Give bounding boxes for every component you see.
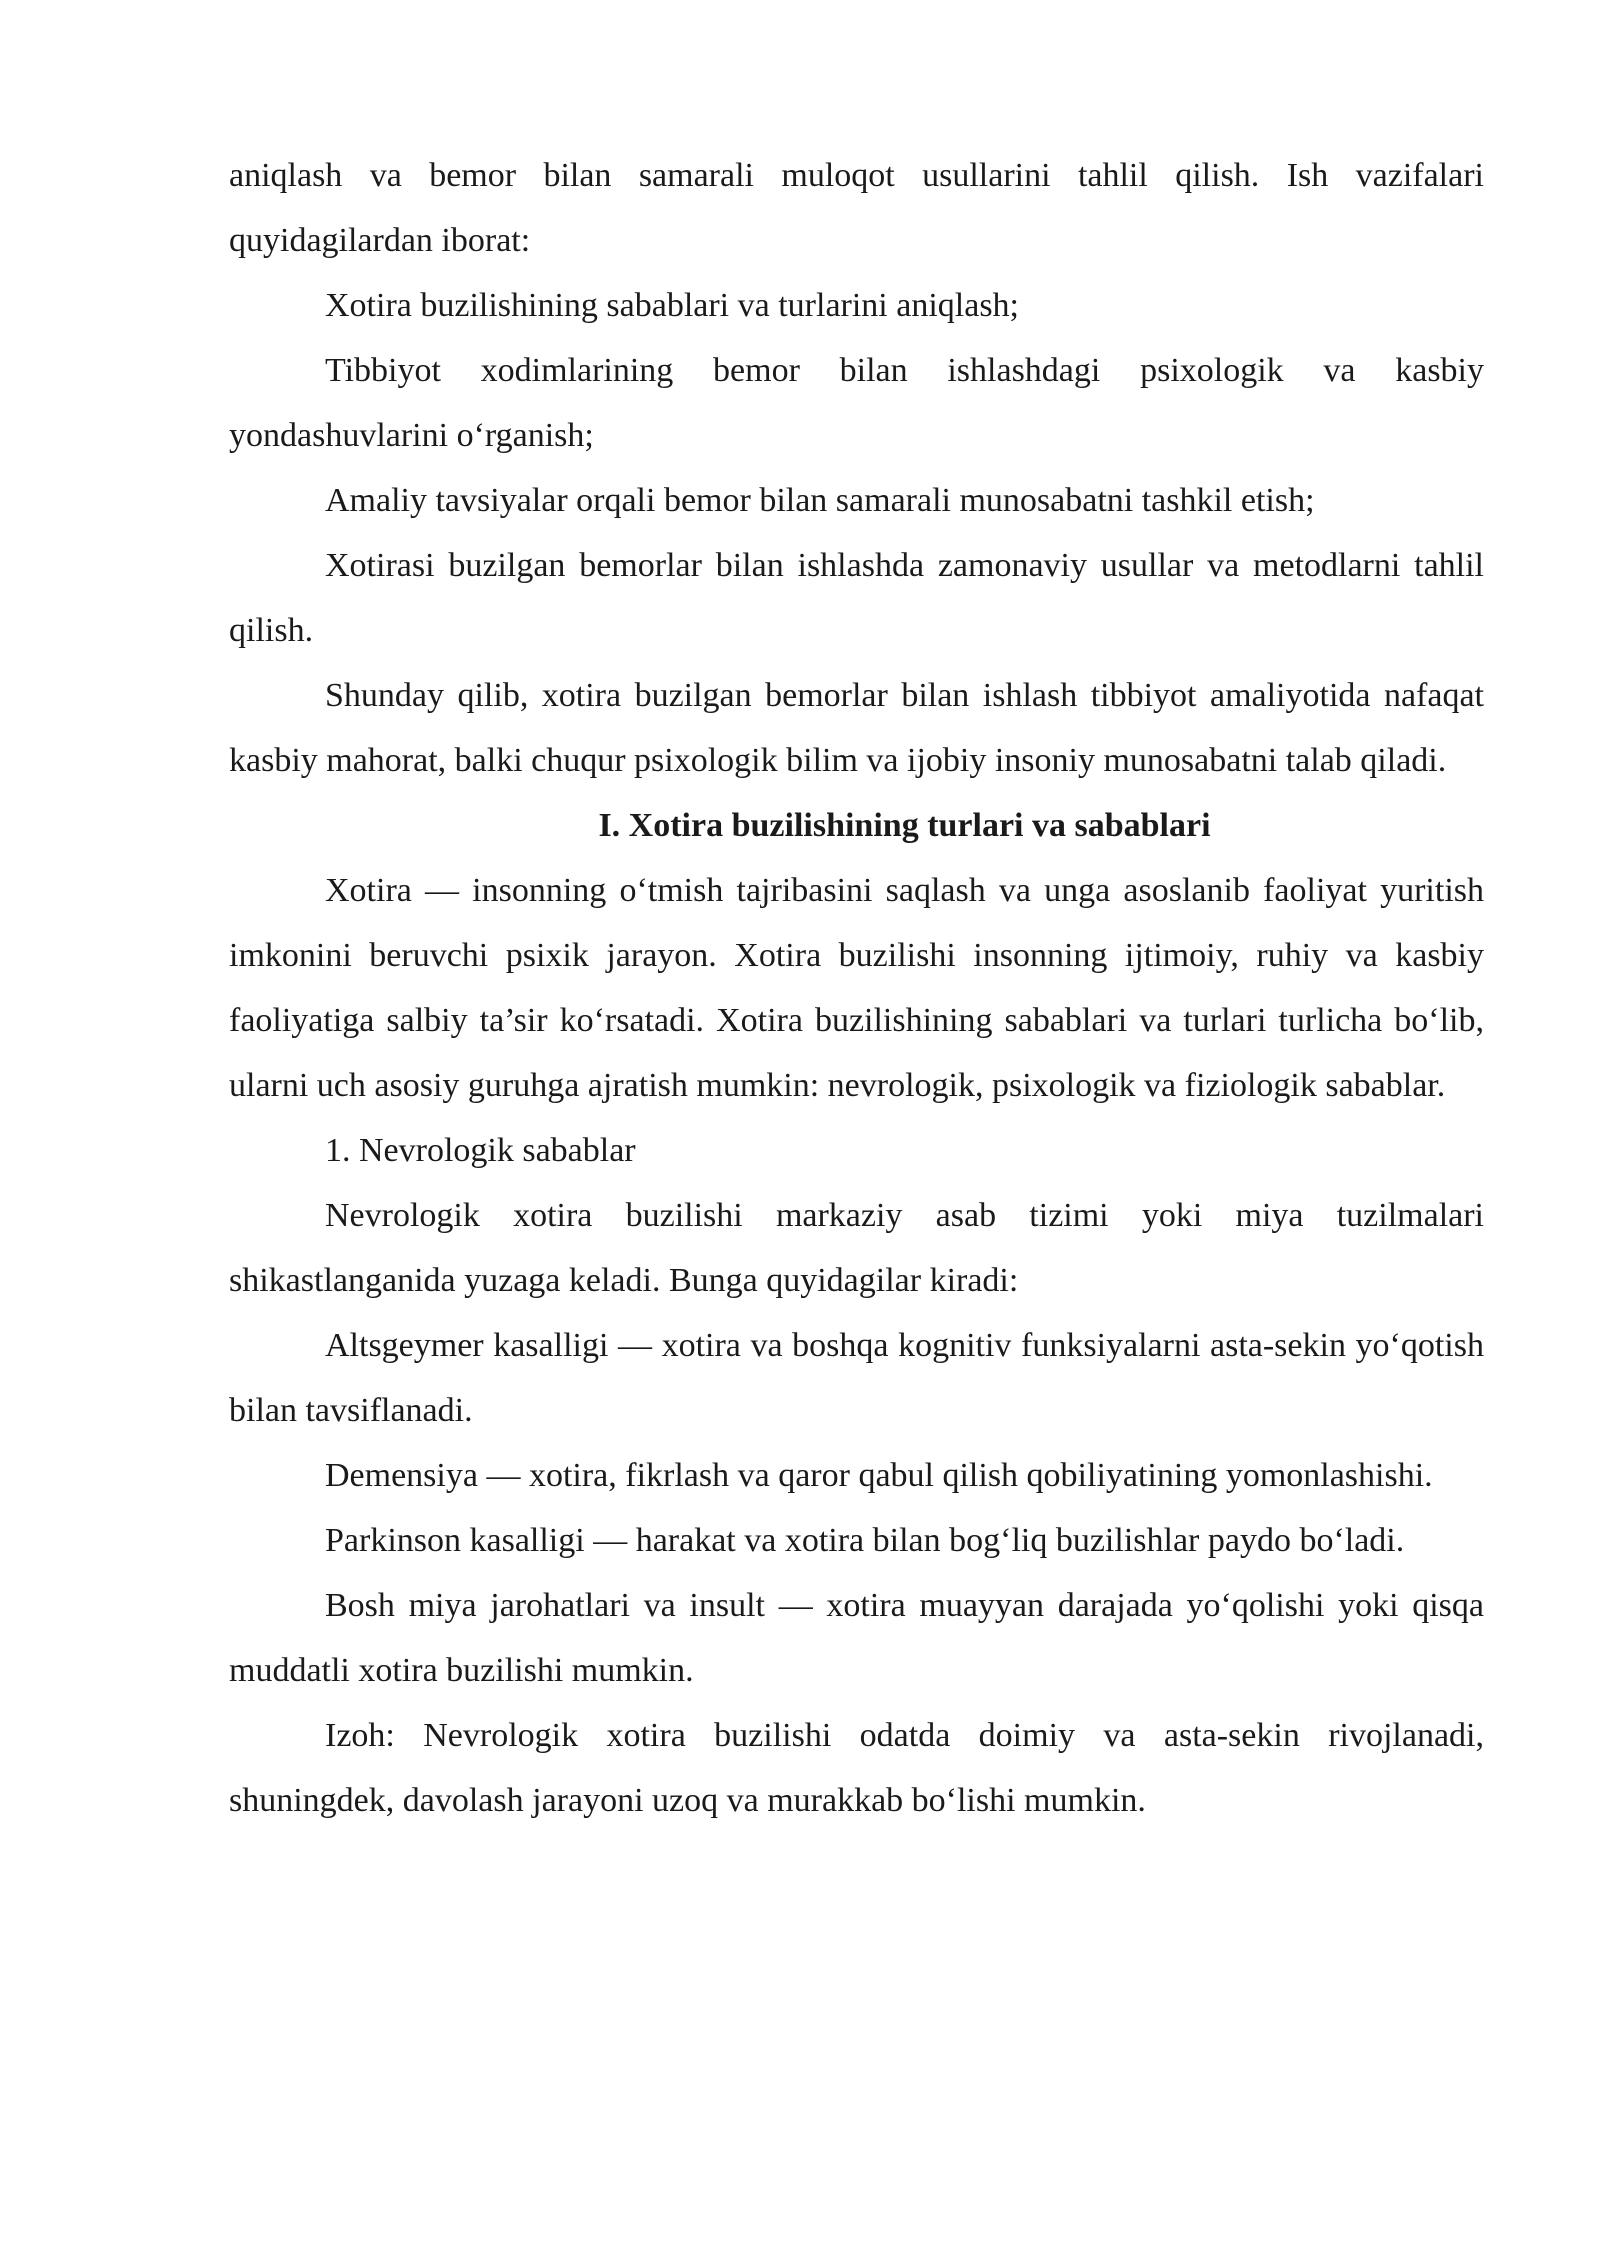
paragraph-neurological-intro: Nevrologik xotira buzilishi markaziy asab tizimi yoki miya tuzilmalari shikastlanganida yuzaga keladi. Bunga quyidagilar kiradi:: [229, 1197, 1484, 1299]
list-item-parkinson: Parkinson kasalligi — harakat va xotira bilan bog‘liq buzilishlar paydo bo‘ladi.: [325, 1522, 1405, 1559]
task-item-2: Tibbiyot xodimlarining bemor bilan ishlashdagi psixologik va kasbiy yondashuvlarini o‘rganish;: [229, 352, 1484, 454]
page-body: [229, 143, 1484, 1833]
paragraph-continuation: aniqlash va bemor bilan samarali muloqot usullarini tahlil qilish. Ish vazifalari quyidagilardan iborat:: [229, 157, 1484, 259]
task-item-4: Xotirasi buzilgan bemorlar bilan ishlashda zamonaviy usullar va metodlarni tahlil qilish.: [229, 547, 1484, 649]
section-heading: I. Xotira buzilishining turlari va sabablari: [598, 807, 1211, 844]
task-item-1: Xotira buzilishining sabablari va turlarini aniqlash;: [325, 287, 1019, 324]
list-item-dementia: Demensiya — xotira, fikrlash va qaror qabul qilish qobiliyatining yomonlashishi.: [325, 1457, 1433, 1494]
list-item-alzheimer: Altsgeymer kasalligi — xotira va boshqa kognitiv funksiyalarni asta-sekin yo‘qotish bilan tavsiflanadi.: [229, 1327, 1484, 1429]
paragraph-note: Izoh: Nevrologik xotira buzilishi odatda doimiy va asta-sekin rivojlanadi, shuningdek, davolash jarayoni uzoq va murakkab bo‘lishi mumkin.: [229, 1717, 1484, 1819]
subsection-heading-neurological: 1. Nevrologik sabablar: [325, 1132, 636, 1169]
paragraph-memory-definition: Xotira — insonning o‘tmish tajribasini saqlash va unga asoslanib faoliyat yuritish imkonini beruvchi psixik jarayon. Xotira buzilishi insonning ijtimoiy, ruhiy va kasbiy faoliyatiga salbiy ta’sir ko‘rsatadi. Xotira buzilishining sabablari va turlari turlicha bo‘lib, ularni uch asosiy guruhga ajratish mumkin: nevrologik, psixologik va fiziologik sabablar.: [229, 872, 1484, 1104]
paragraph-conclusion: Shunday qilib, xotira buzilgan bemorlar bilan ishlash tibbiyot amaliyotida nafaqat kasbiy mahorat, balki chuqur psixologik bilim va ijobiy insoniy munosabatni talab qiladi.: [229, 677, 1484, 779]
task-item-3: Amaliy tavsiyalar orqali bemor bilan samarali munosabatni tashkil etish;: [325, 482, 1315, 519]
list-item-brain-injury: Bosh miya jarohatlari va insult — xotira muayyan darajada yo‘qolishi yoki qisqa muddatli xotira buzilishi mumkin.: [229, 1587, 1484, 1689]
